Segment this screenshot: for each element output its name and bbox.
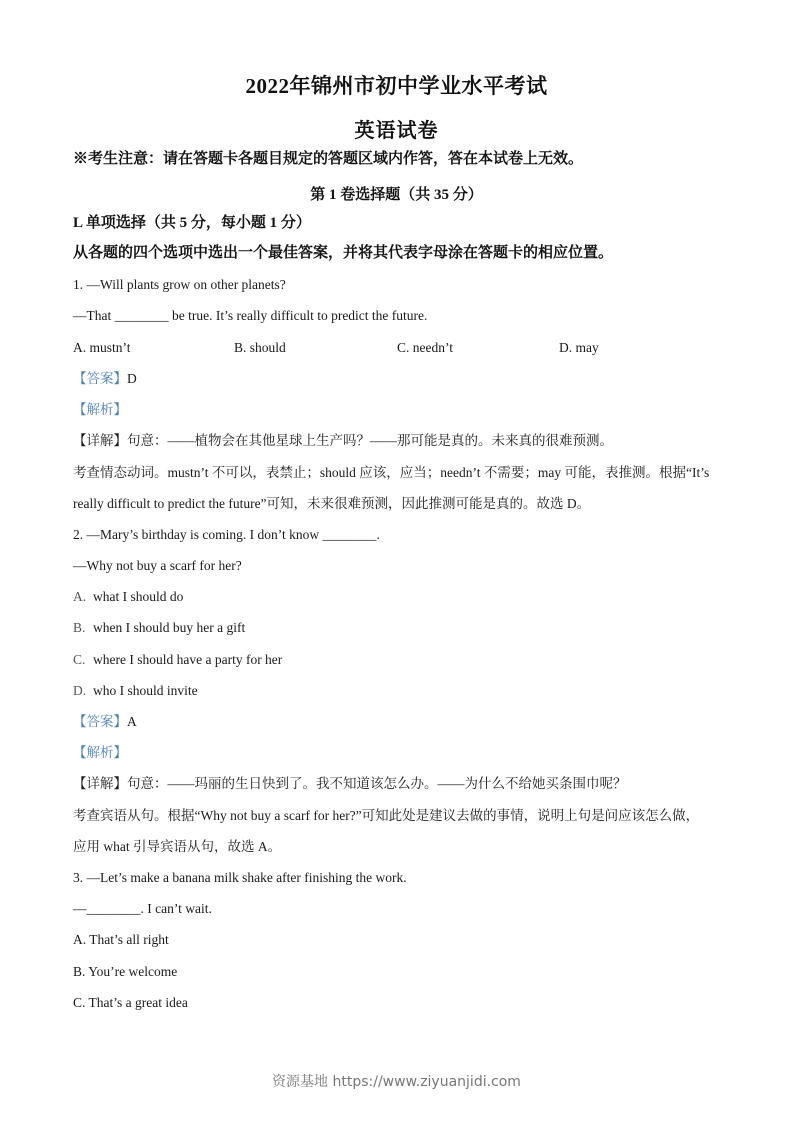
answer-value: D — [127, 371, 137, 386]
question-2-option-a — [73, 589, 183, 605]
option-letter: A. — [73, 932, 87, 947]
exam-subtitle: 英语试卷 — [354, 120, 439, 142]
question-3-stem: 3. —Let’s make a banana milk shake after finishing the work. — [73, 870, 407, 885]
exam-notice: ※考生注意：请在答题卡各题目规定的答题区域内作答，答在本试卷上无效。 — [73, 151, 584, 167]
question-3-option-b — [73, 964, 177, 980]
detail-text: 句意：——植物会在其他星球上生产吗？——那可能是真的。未来真的很难预测。 — [127, 433, 613, 448]
question-2-answer — [73, 714, 137, 730]
option-text: needn’t — [412, 340, 454, 355]
question-2-option-d — [73, 683, 198, 699]
question-1-detail — [73, 433, 613, 449]
option-text: should — [249, 340, 286, 355]
detail-label: 【详解】 — [73, 433, 127, 448]
option-letter: B. — [73, 964, 86, 979]
question-2-analysis-label: 【解析】 — [73, 745, 127, 760]
option-text: You’re welcome — [88, 964, 178, 979]
option-text: who I should invite — [93, 683, 198, 698]
question-1-option-a — [73, 340, 131, 356]
question-3-option-a — [73, 932, 169, 948]
option-letter: B. — [73, 620, 86, 635]
option-text: where I should have a party for her — [93, 652, 283, 667]
question-2-detail — [73, 776, 627, 792]
section-instruction: 从各题的四个选项中选出一个最佳答案，并将其代表字母涂在答题卡的相应位置。 — [73, 245, 614, 261]
option-letter: B. — [234, 340, 247, 355]
volume-title: 第 1 卷选择题（共 35 分） — [310, 187, 483, 203]
question-1-stem: 1. —Will plants grow on other planets? — [73, 277, 286, 292]
question-1-blank-line: —That ________ be true. It’s really difficult to predict the future. — [73, 308, 428, 323]
question-1-option-c — [397, 340, 453, 356]
option-text: may — [575, 340, 599, 355]
option-letter: C. — [397, 340, 410, 355]
option-letter: D. — [559, 340, 573, 355]
option-letter: A. — [73, 589, 87, 604]
section-title: L 单项选择（共 5 分，每小题 1 分） — [73, 215, 311, 231]
watermark-footer: 资源基地 https://www.ziyuanjidi.com — [272, 1074, 521, 1090]
question-2-explanation-2: 应用 what 引导宾语从句，故选 A。 — [73, 839, 282, 854]
question-2-option-b — [73, 620, 245, 636]
question-3-reply: —________. I can’t wait. — [73, 901, 212, 916]
answer-label: 【答案】 — [73, 714, 127, 729]
option-letter: C. — [73, 995, 86, 1010]
option-letter: A. — [73, 340, 87, 355]
question-1-option-b — [234, 340, 286, 356]
question-2-option-c — [73, 652, 282, 668]
question-2-stem: 2. —Mary’s birthday is coming. I don’t know ________. — [73, 527, 380, 542]
detail-text: 句意：——玛丽的生日快到了。我不知道该怎么办。——为什么不给她买条围巾呢？ — [127, 776, 627, 791]
question-1-answer — [73, 371, 137, 387]
question-1-analysis-label: 【解析】 — [73, 402, 127, 417]
exam-title: 2022年锦州市初中学业水平考试 — [245, 74, 548, 98]
question-2-explanation-1: 考查宾语从句。根据“Why not buy a scarf for her?”可知此处是建议去做的事情，说明上句是问应该怎么做， — [73, 808, 700, 823]
option-text: That’s all right — [89, 932, 169, 947]
answer-label: 【答案】 — [73, 371, 127, 386]
option-text: when I should buy her a gift — [93, 620, 246, 635]
question-1-option-d — [559, 340, 599, 356]
question-1-explanation-1: 考查情态动词。mustn’t 不可以，表禁止；should 应该，应当；needn’t 不需要；may 可能，表推测。根据“It’s — [73, 465, 710, 480]
option-letter: C. — [73, 652, 86, 667]
detail-label: 【详解】 — [73, 776, 127, 791]
option-letter: D. — [73, 683, 87, 698]
answer-value: A — [127, 714, 137, 729]
option-text: mustn’t — [89, 340, 131, 355]
option-text: what I should do — [93, 589, 184, 604]
option-text: That’s a great idea — [88, 995, 188, 1010]
question-1-explanation-2: really difficult to predict the future”可知，未来很难预测，因此推测可能是真的。故选 D。 — [73, 496, 591, 511]
question-2-reply: —Why not buy a scarf for her? — [73, 558, 242, 573]
question-3-option-c — [73, 995, 188, 1011]
